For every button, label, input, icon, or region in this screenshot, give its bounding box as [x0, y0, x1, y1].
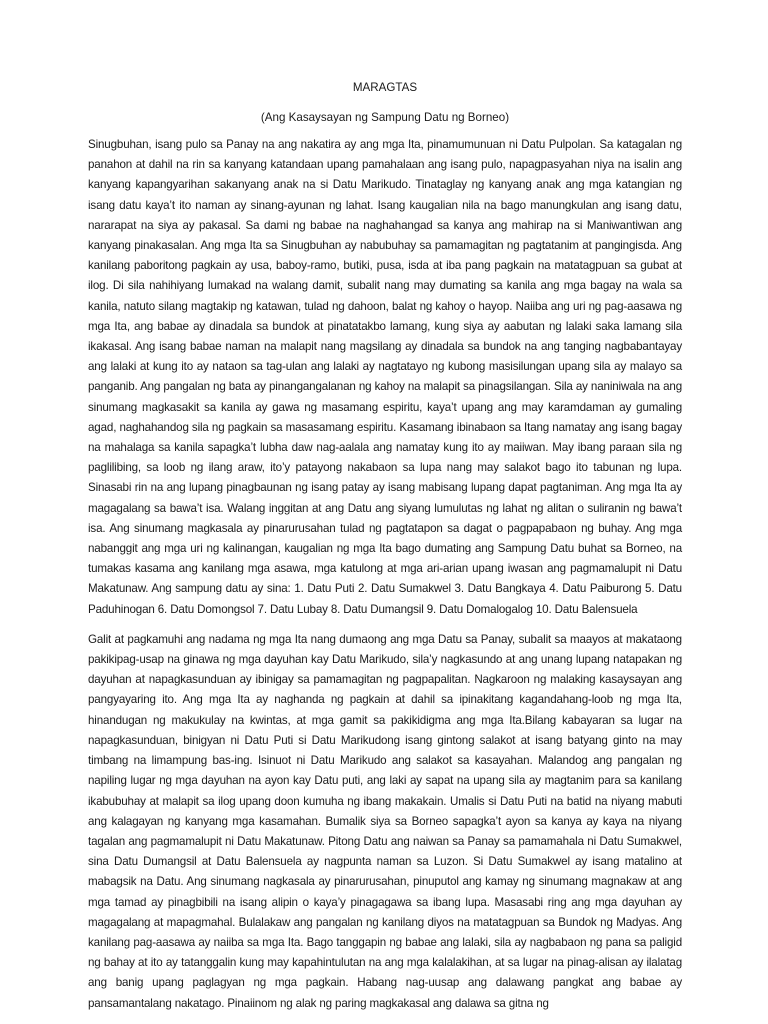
paragraph: Sinugbuhan, isang pulo sa Panay na ang nakatira ay ang mga Ita, pinamumunuan ni Datu Pulpolan. Sa katagalan ng panahon at dahil na rin sa kanyang katandaan upang pamahalaan ang isang pulo, napagpasyahan niya na isalin ang kanyang kapangyarihan sakanyang anak na si Datu Marikudo. Tinataglay ng kanyang anak ang mga katangian ng isang datu kaya’t ito naman ay sinang-ayunan ng lahat. Isang kaugalian nila na bago manungkulan ang isang datu, nararapat na siya ay pakasal. Sa dami ng babae na naghahangad sa kanya ang mahirap na si Maniwantiwan ang kanyang pinakasalan. Ang mga Ita sa Sinugbuhan ay nabubuhay sa pamamagitan ng pagtatanim at pangingisda. Ang kanilang paboritong pagkain ay usa, baboy-ramo, butiki, pusa, isda at iba pang pagkain na matatagpuan sa gubat at ilog. Di sila nahihiyang lumakad na walang damit, subalit nang may dumating sa kanila ang mga bagay na wala sa kanila, natuto silang magtakip ng katawan, tulad ng dahoon, balat ng kahoy o hayop. Naiiba ang uri ng pag-aasawa ng mga Ita, ang babae ay dinadala sa bundok at pinatatakbo lamang, kung siya ay aabutan ng lalaki saka lamang sila ikakasal. Ang isang babae naman na malapit nang magsilang ay dinadala sa bundok na ang tanging nagbabantayay ang lalaki at kung ito ay nataon sa tag-ulan ang lalaki ay nagtatayo ng kubong masisilungan upang sila ay malayo sa panganib. Ang pangalan ng bata ay pinangangalanan ng kahoy na malapit sa pinagsilangan. Sila ay naniniwala na ang sinumang magkasakit sa kanila ay gawa ng masamang espiritu, kaya’t upang ang may karamdaman ay gumaling agad, naghahandog sila ng pagkain sa masasamang espiritu. Kasamang ibinabaon sa Itang namatay ang isang bagay na mahalaga sa kanila sapagka’t lubha daw nag-aalala ang namatay kung ito ay maiiwan. May ibang paraan sila ng paglilibing, sa loob ng ilang araw, ito’y patayong nakabaon sa lupa nang may salakot bago ito tabunan ng lupa. Sinasabi rin na ang lupang pinagbaunan ng isang patay ay isang mabisang lupang dapat pagtaniman. Ang mga Ita ay magagalang sa bawa’t isa. Walang inggitan at ang Datu ang siyang lumulutas ng lahat ng alitan o suliranin ng bawa’t isa. Ang sinumang magkasala ay pinarurusahan tulad ng pagtatapon sa dagat o pagpapabaon ng buhay. Ang mga nabanggit ang mga uri ng kalinangan, kaugalian ng mga Ita bago dumating ang Sampung Datu buhat sa Borneo, na tumakas kasama ang kanilang mga asawa, mga katulong at mga ari-arian upang iwasan ang pagmamalupit ni Datu Makatunaw. Ang sampung datu ay sina: 1. Datu Puti 2. Datu Sumakwel 3. Datu Bangkaya 4. Datu Paiburong 5. Datu Paduhinogan 6. Datu Domongsol 7. Datu Lubay 8. Datu Dumangsil 9. Datu Domalogalog 10. Datu Balensuela [88, 138, 682, 616]
paragraph: Galit at pagkamuhi ang nadama ng mga Ita nang dumaong ang mga Datu sa Panay, subalit sa maayos at makataong pakikipag-usap na ginawa ng mga dayuhan kay Datu Marikudo, sila’y nagkasundo at ang unang lupang natapakan ng dayuhan at napagkasunduan ay ibinigay sa pamamagitan ng pagpapalitan. Nagkaroon ng malaking kasaysayan ang pangyayaring ito. Ang mga Ita ay naghanda ng pagkain at dahil sa ipinakitang kagandahang-loob ng mga Ita, hinandugan ng makukulay na kwintas, at mga gamit sa pakikidigma ang mga Ita.Bilang kabayaran sa lugar na napagkasunduan, binigyan ni Datu Puti si Datu Marikudong isang gintong salakot at isang batyang ginto na may timbang na limampung bas-ing. Isinuot ni Datu Marikudo ang salakot sa kasayahan. Malandog ang pangalan ng napiling lugar ng mga dayuhan na ayon kay Datu puti, ang laki ay sapat na upang sila ay magtanim para sa kanilang ikabubuhay at malapit sa ilog upang doon kumuha ng ibang makakain. Umalis si Datu Puti na batid na niyang mabuti ang kalagayan ng kanyang mga kasamahan. Bumalik siya sa Borneo sapagka’t ayon sa kanya ay kaya na niyang tagalan ang pagmamalupit ni Datu Makatunaw. Pitong Datu ang naiwan sa Panay sa pamamahala ni Datu Sumakwel, sina Datu Dumangsil at Datu Balensuela ay nagpunta naman sa Luzon. Si Datu Sumakwel ay isang matalino at mabagsik na Datu. Ang sinumang nagkasala ay pinarurusahan, pinuputol ang kamay ng sinumang magnakaw at ang mga tamad ay pinagbibili na isang alipin o kaya’y pinagagawa sa ibang lupa. Masasabi ring ang mga dayuhan ay magagalang at mapagmahal. Bulalakaw ang pangalan ng kanilang diyos na matatagpuan sa Bundok ng Madyas. Ang kanilang pag-aasawa ay naiiba sa mga Ita. Bago tanggapin ng babae ang lalaki, sila ay nagbabaon ng pana sa paligid ng bahay at ito ay tatanggalin kung may kapahintulutan na ang mga kalalakihan, at sa lugar na pinag-alisan ay ilalatag ang banig upang paglagyan ng mga pagkain. Habang nag-uusap ang dalawang pangkat ang babae ay pansamantalang nakatago. Pinaiinom ng alak ng paring magkakasal ang dalawa sa gitna ng [88, 632, 682, 1010]
document-title: MARAGTAS [352, 81, 418, 94]
document-subtitle: (Ang Kasaysayan ng Sampung Datu ng Borneo) [260, 111, 510, 124]
document-page [88, 78, 682, 1024]
